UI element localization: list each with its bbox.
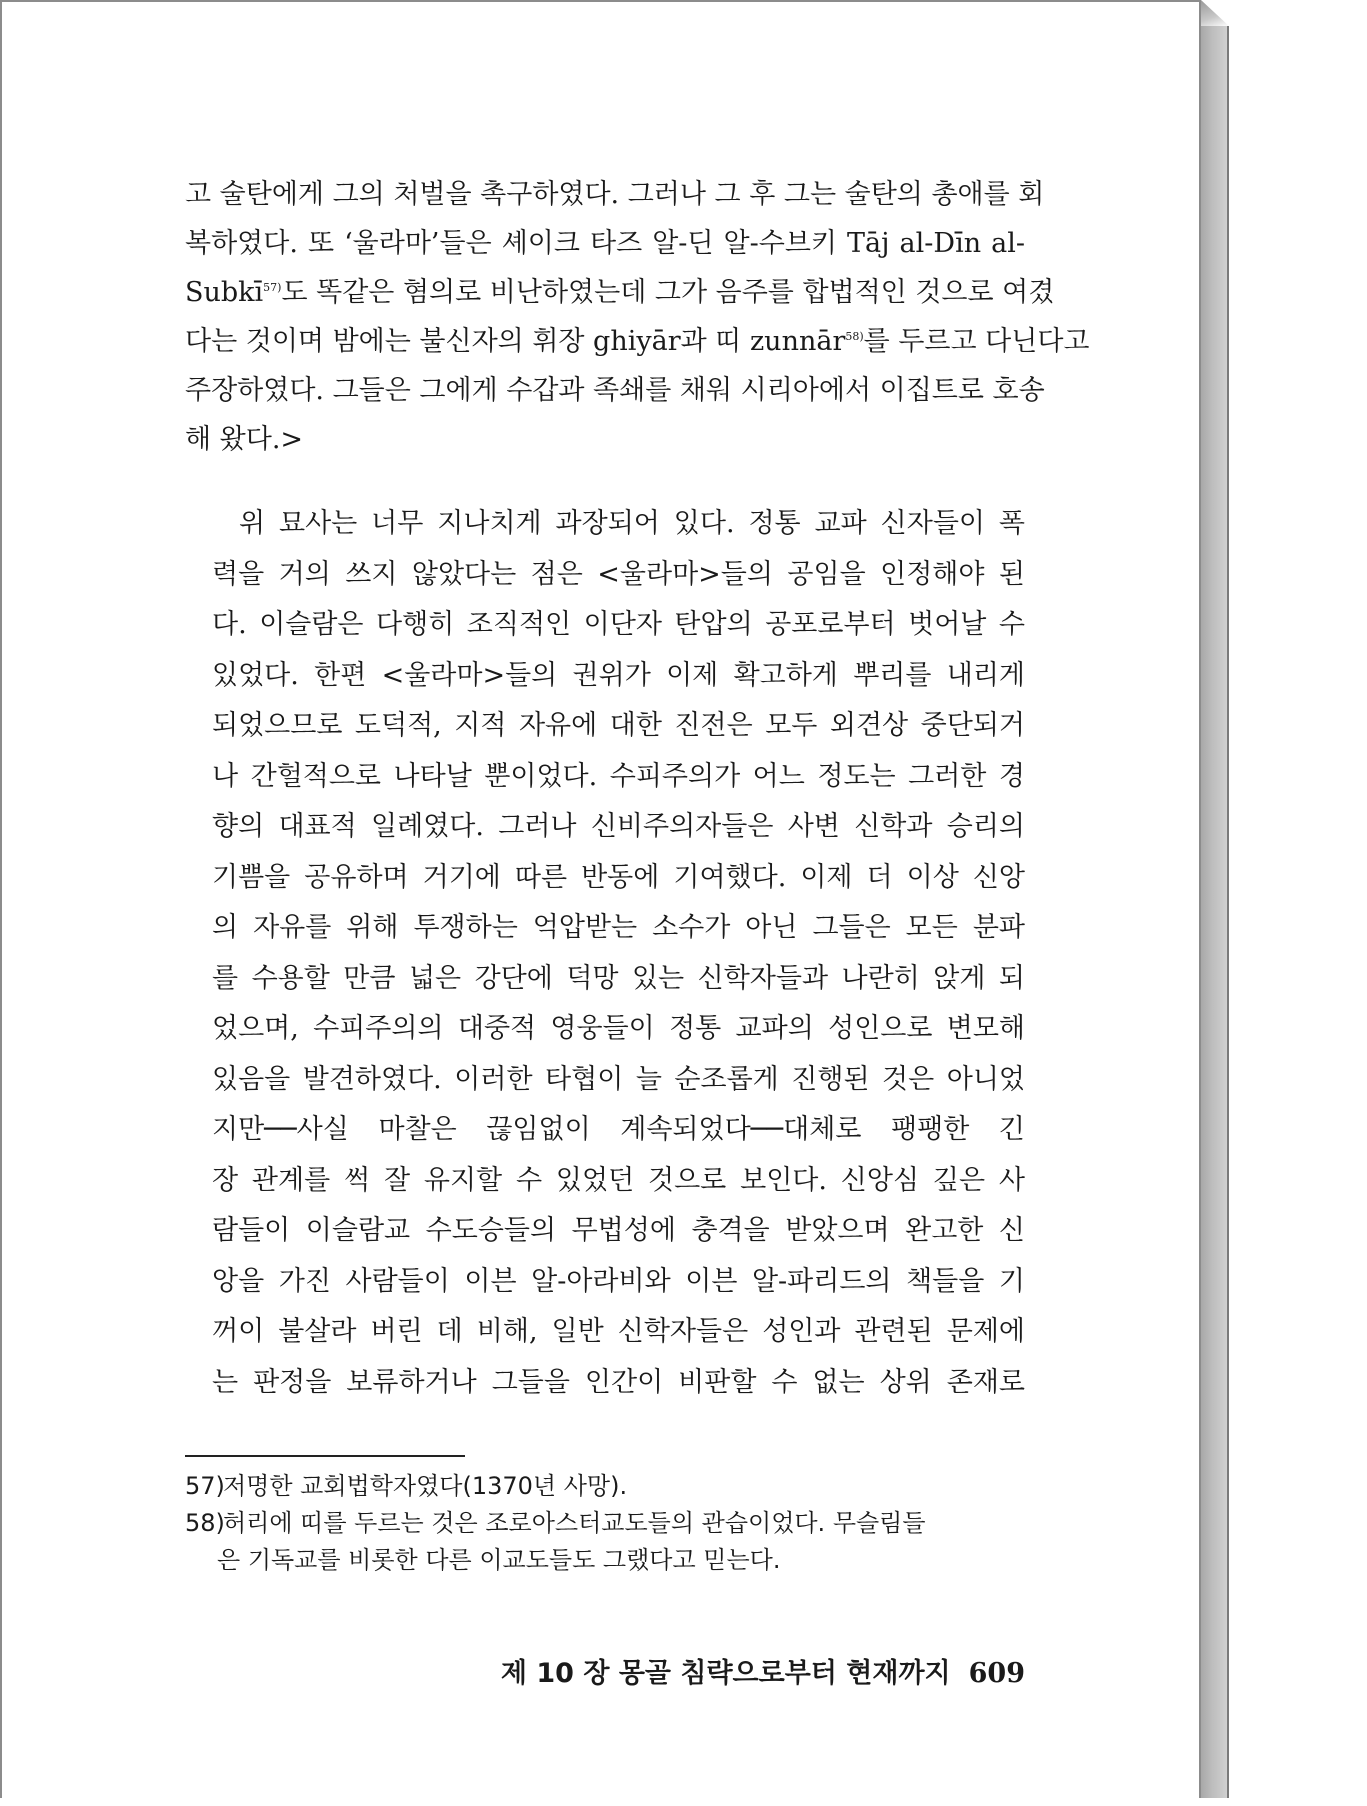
body-line: 력을 거의 쓰지 않았다는 점은 <울라마>들의 공임을 인정해야 된 (212, 558, 1025, 590)
footnote-text: 저명한 교회법학자였다(1370년 사망). (223, 1472, 628, 1500)
quote-line: 해 왔다.> (185, 424, 304, 455)
quote-text: 를 두르고 다닌다고 (863, 326, 1090, 357)
quote-line: 고 술탄에게 그의 처벌을 촉구하였다. 그러나 그 후 그는 술탄의 총애를 회 (185, 179, 1045, 210)
body-line: 장 관계를 썩 잘 유지할 수 있었던 것으로 보인다. 신앙심 깊은 사 (212, 1164, 1025, 1196)
body-line: 있었다. 한편 <울라마>들의 권위가 이제 확고하게 뿌리를 내리게 (212, 659, 1025, 691)
body-line: 었으며, 수피주의의 대중적 영웅들이 정통 교파의 성인으로 변모해 (212, 1013, 1025, 1044)
running-footer (185, 1651, 1025, 1690)
body-line: 다. 이슬람은 다행히 조직적인 이단자 탄압의 공포로부터 벗어날 수 (212, 609, 1025, 640)
footnote-58-continuation: 은 기독교를 비롯한 다른 이교도들도 그랬다고 믿는다. (217, 1546, 781, 1574)
quote-line: 주장하였다. 그들은 그에게 수갑과 족쇄를 채워 시리아에서 이집트로 호송 (185, 375, 1045, 406)
body-line: 를 수용할 만큼 넓은 강단에 덕망 있는 신학자들과 나란히 앉게 되 (212, 962, 1025, 994)
body-line: 꺼이 불살라 버린 데 비해, 일반 신학자들은 성인과 관련된 문제에 (212, 1316, 1025, 1347)
quote-line: 복하였다. 또 ‘울라마’들은 셰이크 타즈 알-딘 알-수브키 Tāj al-Dīn al- (185, 228, 1025, 259)
footnote-ref-58[interactable]: 58) (845, 330, 864, 343)
quote-text: 다는 것이며 밤에는 불신자의 휘장 ghiyār과 띠 zunnār (185, 326, 846, 357)
footnote-number: 58) (185, 1509, 225, 1537)
body-line: 향의 대표적 일례였다. 그러나 신비주의자들은 사변 신학과 승리의 (212, 811, 1025, 842)
page-edge-shadow-top (1201, 0, 1229, 26)
footnotes (185, 1468, 1025, 1579)
page-edge-shadow (1201, 26, 1229, 1802)
quote-line (185, 317, 1090, 366)
quote-text-subki: Subkī (185, 277, 264, 308)
quoted-paragraph (185, 170, 1090, 464)
page-number: 609 (968, 1658, 1025, 1689)
body-line: 기쁨을 공유하며 거기에 따른 반동에 기여했다. 이제 더 이상 신앙 (212, 861, 1025, 893)
main-text-column (185, 170, 1090, 1408)
body-paragraph (185, 499, 1025, 1408)
body-line: 나 간헐적으로 나타날 뿐이었다. 수피주의가 어느 정도는 그러한 경 (212, 760, 1025, 792)
footnote-58 (185, 1505, 1025, 1542)
body-line: 는 판정을 보류하거나 그들을 인간이 비판할 수 없는 상위 존재로 (212, 1366, 1025, 1398)
quote-text: 도 똑같은 혐의로 비난하였는데 그가 음주를 합법적인 것으로 여겼 (281, 277, 1055, 308)
body-line: 람들이 이슬람교 수도승들의 무법성에 충격을 받았으며 완고한 신 (212, 1215, 1025, 1246)
chapter-title: 제 10 장 몽골 침략으로부터 현재까지 (500, 1658, 951, 1689)
body-line: 되었으므로 도덕적, 지적 자유에 대한 진전은 모두 외견상 중단되거 (212, 710, 1025, 741)
body-line: 앙을 가진 사람들이 이븐 알-아라비와 이븐 알-파리드의 책들을 기 (212, 1265, 1025, 1297)
body-line: 지만──사실 마찰은 끊임없이 계속되었다──대체로 팽팽한 긴 (212, 1114, 1025, 1145)
footnote-57 (185, 1468, 1025, 1505)
body-line: 위 묘사는 너무 지나치게 과장되어 있다. 정통 교파 신자들이 폭 (239, 508, 1025, 539)
page-bottom-margin (0, 1798, 1229, 1806)
body-line: 의 자유를 위해 투쟁하는 억압받는 소수가 아닌 그들은 모든 분파 (212, 912, 1025, 943)
footnote-text: 허리에 띠를 두르는 것은 조로아스터교도들의 관습이었다. 무슬림들 (223, 1509, 926, 1537)
body-line: 있음을 발견하였다. 이러한 타협이 늘 순조롭게 진행된 것은 아니었 (212, 1063, 1025, 1095)
footnote-ref-57[interactable]: 57) (263, 281, 282, 294)
footnote-divider (185, 1455, 465, 1457)
quote-line (185, 268, 1055, 317)
footnote-number: 57) (185, 1472, 225, 1500)
